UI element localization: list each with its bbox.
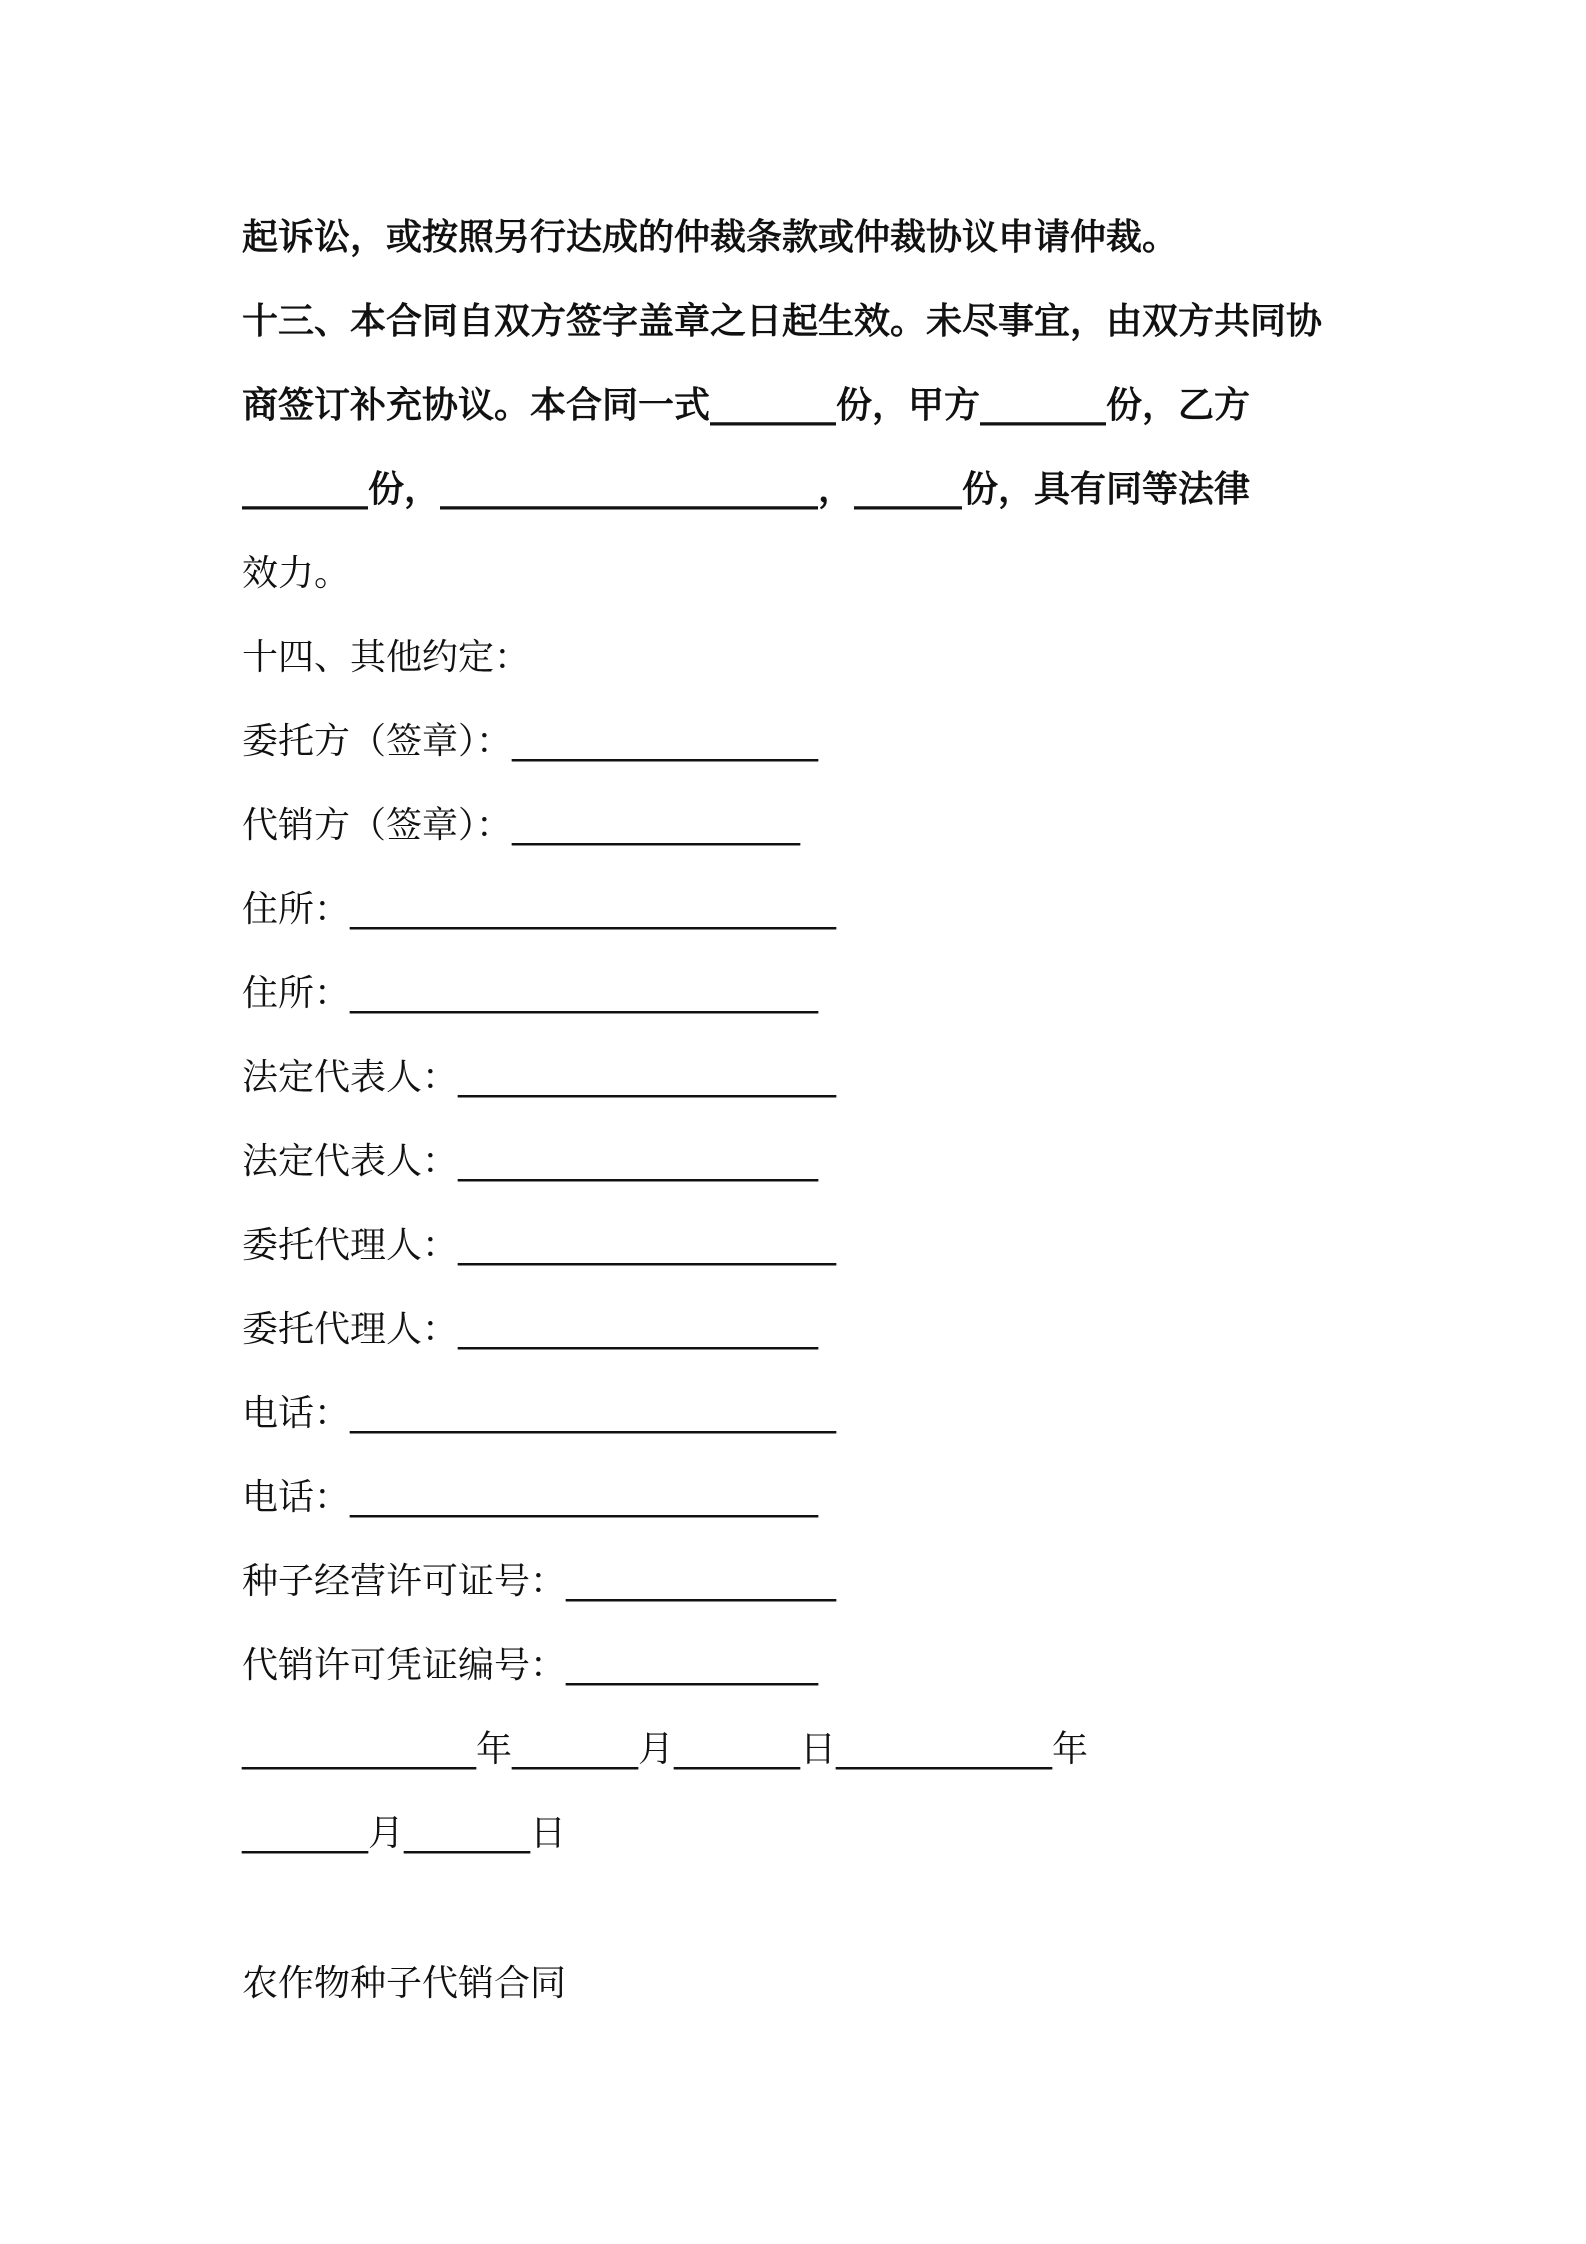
paragraph-line: 起诉讼，或按照另行达成的仲裁条款或仲裁协议申请仲裁。	[242, 217, 1179, 258]
seed-license-number-field: 种子经营许可证号：_______________	[242, 1561, 837, 1602]
phone-field-1: 电话：___________________________	[242, 1393, 837, 1434]
phone-field-2: 电话：__________________________	[242, 1477, 819, 1518]
clause-13-line-1: 十三、本合同自双方签字盖章之日起生效。未尽事宜，由双方共同协	[242, 301, 1323, 342]
consignor-signature-field: 委托方（签章）：_________________	[242, 721, 819, 762]
consignee-signature-field: 代销方（签章）：________________	[242, 805, 801, 846]
legal-representative-field-2: 法定代表人：____________________	[242, 1141, 819, 1182]
clause-13-line-3: _______份，_____________________，______份，具有同等法律	[242, 469, 1251, 510]
document-title: 农作物种子代销合同	[242, 1963, 567, 2004]
authorized-agent-field-2: 委托代理人：____________________	[242, 1309, 819, 1350]
clause-13-line-2: 商签订补充协议。本合同一式_______份，甲方_______份，乙方	[242, 385, 1251, 426]
address-field-2: 住所：__________________________	[242, 973, 819, 1014]
authorized-agent-field-1: 委托代理人：_____________________	[242, 1225, 837, 1266]
date-field-line-1: _____________年_______月_______日____________年	[242, 1729, 1088, 1770]
document-body	[242, 196, 1362, 1876]
legal-representative-field-1: 法定代表人：_____________________	[242, 1057, 837, 1098]
clause-13-line-4: 效力。	[242, 553, 351, 594]
clause-14-heading: 十四、其他约定：	[242, 637, 531, 678]
date-field-line-2: _______月_______日	[242, 1813, 566, 1854]
address-field-1: 住所：___________________________	[242, 889, 837, 930]
consignment-certificate-number-field: 代销许可凭证编号：______________	[242, 1645, 819, 1686]
